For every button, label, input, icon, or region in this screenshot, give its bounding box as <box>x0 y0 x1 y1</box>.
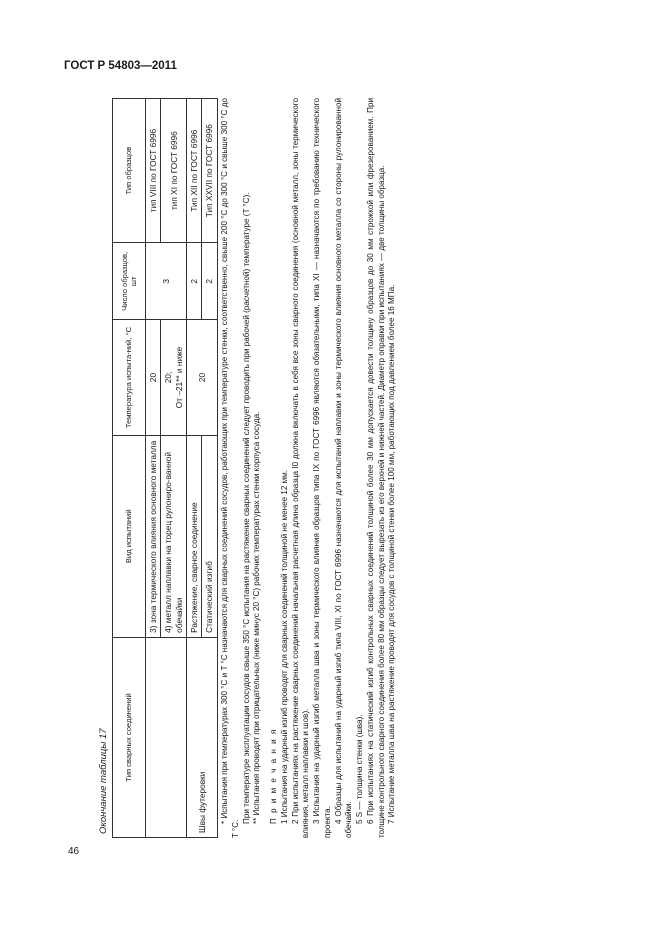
table-cell-merged-count: 3 <box>146 243 187 320</box>
table-row <box>187 99 202 838</box>
table-cell: 20 <box>146 320 161 435</box>
header-sample-type: Тип образцов <box>113 99 146 243</box>
table-cell: Растяжение, сварное соединение <box>187 435 202 637</box>
temp-value-b: От –21** и ниже <box>173 346 184 409</box>
table-cell: Швы футеровки <box>187 637 218 837</box>
table-header-row <box>113 99 146 838</box>
footnote: ** Испытания проводят при отрицательных (ниже минус 20 °С) рабочих температурах стенки корпуса сосуда. <box>252 411 262 824</box>
note-item: 1 Испытания на ударный изгиб проводят для сварных соединений толщиной не менее 12 мм. <box>279 470 289 824</box>
table-cell: 2 <box>202 243 217 320</box>
header-sample-count: Число образцов, шт <box>113 243 146 320</box>
note-item: 4 Образцы для испытаний на ударный изгиб типа VIII, XI по ГОСТ 6996 назначаются для испытаний наплавки и зоны термического влияния основного металла со стороны рулонированной обечайки. <box>333 98 354 838</box>
table-cell: 2 <box>187 243 202 320</box>
header-test-type: Вид испытаний <box>113 435 146 637</box>
table-cell: Тип XII по ГОСТ 6996 <box>187 99 202 243</box>
note-item: 2 При испытаниях на растяжение сварных соединений начальная расчетная длина образца l0 должна включать в себя все зоны сварного соединения (основной металл, зоны термического влияния, металл наплавки и шов). <box>290 98 311 838</box>
table-cell: тип VIII по ГОСТ 6996 <box>146 99 161 243</box>
table-cell <box>161 320 187 435</box>
page-number: 46 <box>68 846 80 857</box>
table-cell: Тип XXVII по ГОСТ 6996 <box>202 99 217 243</box>
table-cell: тип XI по ГОСТ 6996 <box>161 99 187 243</box>
rotated-content <box>98 93 448 838</box>
footnote: При температуре эксплуатации сосудов свыше 350 °С испытания на растяжение сварных соединений следует проводить при рабочей (расчетной) температуре (T °С). <box>241 192 251 824</box>
table-notes <box>220 98 398 838</box>
document-header: ГОСТ Р 54803—2011 <box>64 60 177 72</box>
note-item: 5 S — толщина стенки (шва). <box>355 714 364 824</box>
table-cell <box>146 637 187 837</box>
table-cell: Статический изгиб <box>202 435 217 637</box>
note-item: 3 Испытания на ударный изгиб металла шва и зоны термического влияния образцов типа IX по ГОСТ 6996 являются обязательными, типа XI — назначаются по требованию технического проекта. <box>312 98 332 838</box>
header-joint-type: Тип сварных соединений <box>113 637 146 837</box>
temp-value-a: 20; <box>163 371 174 384</box>
table-row <box>146 99 161 838</box>
notes-title: П р и м е ч а н и я <box>269 728 278 824</box>
header-temperature: Температура испыта-ний, °С <box>113 320 146 435</box>
note-item: 7 Испытание металла шва на растяжение проводят для сосудов с толщиной стенки более 100 мм, работающих под давлением более 16 МПа. <box>387 284 397 824</box>
table-cell: 20 <box>187 320 218 435</box>
footnote: * Испытания при температурах 300 °С и T °C назначаются для сварных соединений сосудов, работающих при температуре стенки, соответственно, свыше 200 °С до 300 °С и свыше 300 °С до T °С. <box>220 98 240 838</box>
table-cell: 4) металл наплавки на торец рулониро-ванной обечайки <box>161 435 187 637</box>
table-caption: Окончание таблицы 17 <box>98 728 109 834</box>
table-cell: 3) зона термического влияния основного металла <box>146 435 161 637</box>
note-item: 6 При испытаниях на статический изгиб контрольных сварных соединений толщиной более 30 мм допускается довести толщину образцов до 30 мм строжкой или фрезерованием. При толщине контрольного сварного соединения более 80 мм образцы следует вырезать из его верхней и нижней частей. Диаметр оправки при испытаниях — две толщины образца. <box>365 98 386 838</box>
table-17 <box>112 98 218 838</box>
